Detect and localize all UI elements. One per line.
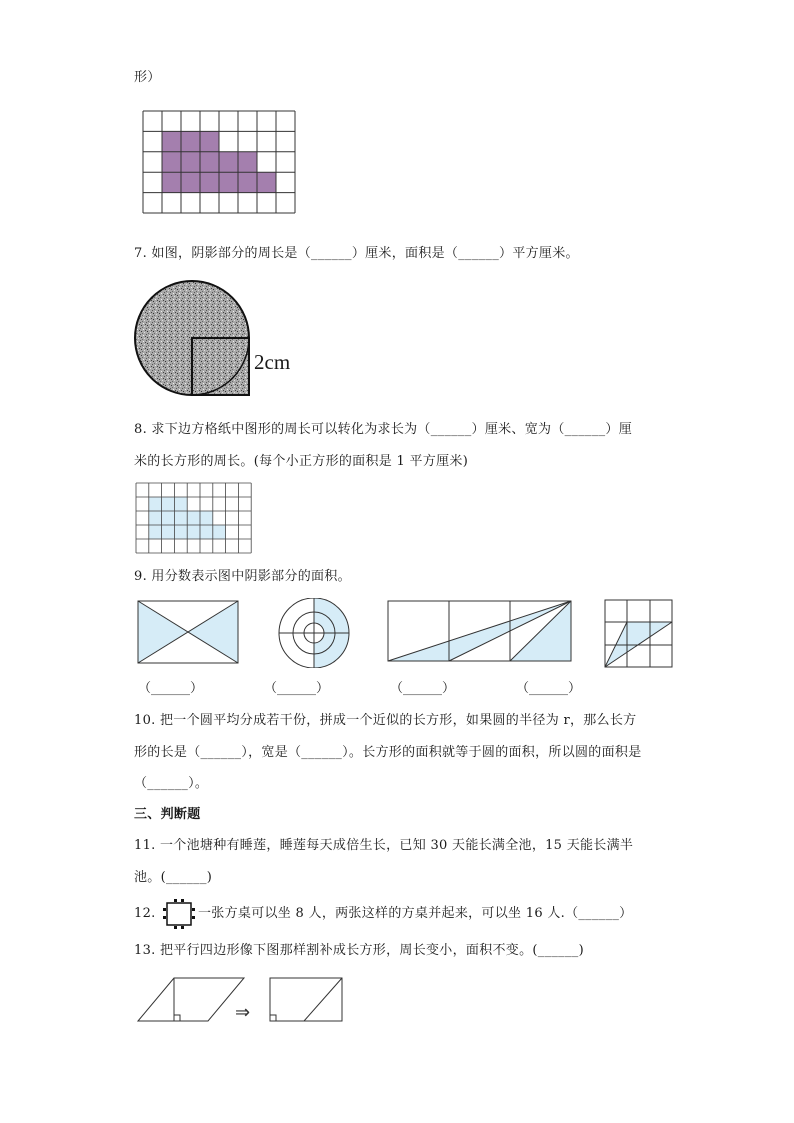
q9-blank-1[interactable]: （______） [138,681,204,696]
continued-line: 形） [134,70,161,85]
q9-blank-2[interactable]: （______） [264,681,330,696]
circle-square-figure [134,280,254,398]
question-11-line2: 池。(______) [134,870,213,885]
q9-blank-4[interactable]: （______） [516,681,582,696]
svg-text:⇒: ⇒ [235,1002,251,1023]
rect-triangles-figure [137,600,239,664]
question-12: 一张方桌可以坐 8 人，两张这样的方桌并起来，可以坐 16 人.（______） [198,906,633,921]
rect-thin-triangles-figure [387,600,573,662]
table-icon [160,898,198,930]
section-title-judgement: 三、判断题 [134,807,201,822]
question-10-line2: 形的长是（______），宽是（______）。长方形的面积就等于圆的面积，所以圆的面积是 [134,745,642,760]
question-7: 7. 如图，阴影部分的周长是（______）厘米，面积是（______）平方厘米。 [134,246,579,261]
parallelogram-transform-figure [136,976,346,1024]
side-length-label: 2cm [254,350,291,374]
question-10-line3: （______）。 [134,776,209,791]
question-12-number: 12. [134,906,156,921]
question-10-line1: 10. 把一个圆平均分成若干份，拼成一个近似的长方形，如果圆的半径为 r，那么长方 [134,713,637,728]
grid-blue-figure [135,482,253,554]
grid-triangle-figure [604,599,674,669]
grid-shape-figure [142,110,298,214]
question-9: 9. 用分数表示图中阴影部分的面积。 [134,569,351,584]
q9-blank-3[interactable]: （______） [390,681,456,696]
question-8-line1: 8. 求下边方格纸中图形的周长可以转化为求长为（______）厘米、宽为（______）厘 [134,422,633,437]
question-11-line1: 11. 一个池塘种有睡莲，睡莲每天成倍生长，已知 30 天能长满全池，15 天能长满半 [134,838,634,853]
question-8-line2: 米的长方形的周长。(每个小正方形的面积是 1 平方厘米) [134,454,469,469]
question-13: 13. 把平行四边形像下图那样割补成长方形，周长变小，面积不变。(______) [134,943,584,958]
concentric-circles-figure [274,598,354,668]
